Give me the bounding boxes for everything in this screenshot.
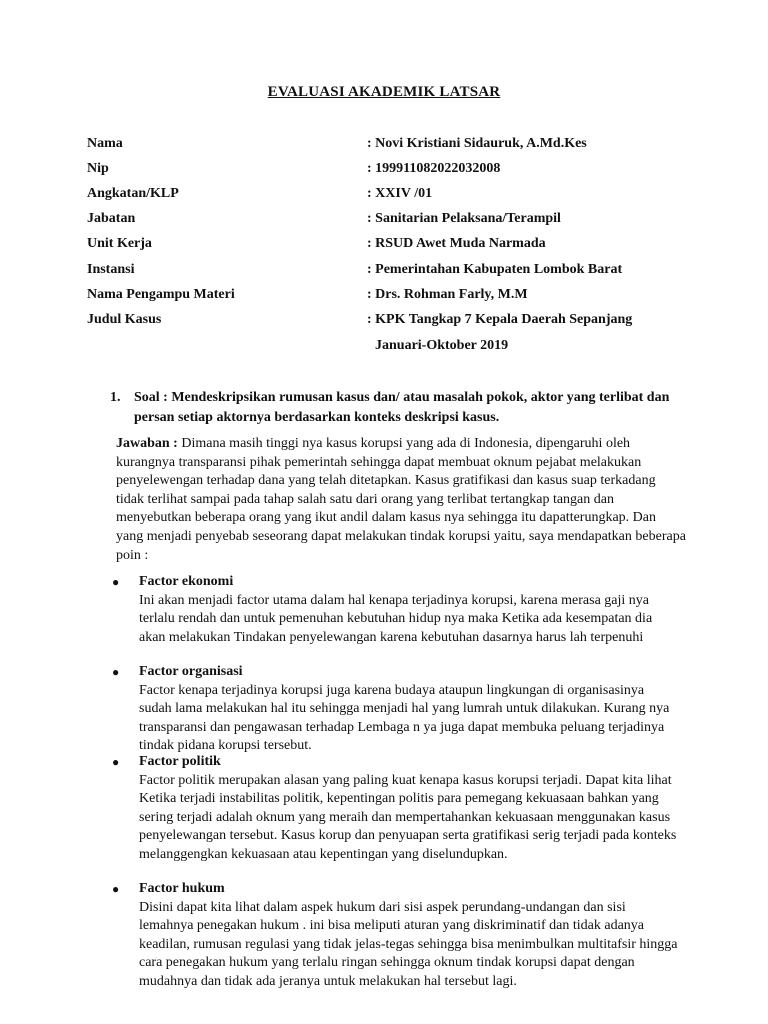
bullet-icon: ● <box>112 665 120 679</box>
bullet-icon: ● <box>112 882 120 896</box>
factor-text: Disini dapat kita lihat dalam aspek hukum dari sisi aspek perundang-undangan dan sisi lemahnya penegakan hukum . ini bisa meliputi aturan yang diskriminatif dan tidak adanya keadilan, rumusan regulasi yang tidak jelas-tegas sehingga bisa menimbulkan multitafsir hingga cara penegakan hukum yang terlalu ringan sehingga oknum tindak korupsi dapat dengan mudahnya dan tidak ada jeranya untuk melakukan hal tersebut lagi. <box>139 899 678 989</box>
info-label: Instansi <box>87 262 135 277</box>
info-label: Nip <box>87 161 109 176</box>
info-value: : KPK Tangkap 7 Kepala Daerah Sepanjang <box>367 312 633 327</box>
document-title: EVALUASI AKADEMIK LATSAR <box>267 84 501 100</box>
answer-text: Dimana masih tinggi nya kasus korupsi yang ada di Indonesia, dipengaruhi oleh kurangnya transparansi pihak pemerintah sehingga dapat membuat oknum pejabat melakukan penyelewengan terhadap dana yang telah ditetapkan. Kasus gratifikasi dan kasus suap terkadang tidak terlihat sampai pada tahap salah satu dari orang yang terlibat tertangkap tangan dan menyebutkan beberapa orang yang ikut andil dalam kasus nya sehingga itu dapatterungkap. Dan yang menjadi penyebab seseorang dapat melakukan tindak korupsi yaitu, saya mendapatkan beberapa poin : <box>116 436 686 563</box>
info-value: : Drs. Rohman Farly, M.M <box>367 287 528 302</box>
info-label: Judul Kasus <box>87 312 162 327</box>
info-judul-continuation <box>375 338 508 354</box>
info-label: Nama Pengampu Materi <box>87 287 235 302</box>
factor-title: Factor organisasi <box>139 664 243 679</box>
info-value: : Pemerintahan Kabupaten Lombok Barat <box>367 262 623 277</box>
info-label: Nama <box>87 136 123 151</box>
info-value: : RSUD Awet Muda Narmada <box>367 236 546 251</box>
question-text: Soal : Mendeskripsikan rumusan kasus dan/ atau masalah pokok, aktor yang terlibat dan persan setiap aktornya berdasarkan konteks deskripsi kasus. <box>134 390 670 425</box>
info-value: : 199911082022032008 <box>367 161 501 176</box>
factor-title: Factor hukum <box>139 881 225 896</box>
answer-label: Jawaban : <box>116 436 178 451</box>
factor-title: Factor politik <box>139 754 221 769</box>
factor-text: Ini akan menjadi factor utama dalam hal kenapa terjadinya korupsi, karena merasa gaji nya terlalu rendah dan untuk pemenuhan kebutuhan hidup nya maka Ketika ada kesempatan dia akan melakukan Tindakan penyelewangan karena kebutuhan dasarnya harus lah terpenuhi <box>139 592 653 645</box>
factor-title: Factor ekonomi <box>139 574 234 589</box>
factor-text: Factor kenapa terjadinya korupsi juga karena budaya ataupun lingkungan di organisasinya sudah lama melakukan hal itu sehingga menjadi hal yang lumrah untuk dilakukan. Kurang nya transparansi dan pengawasan terhadap Lembaga n ya juga dapat membuka peluang terjadinya tindak pidana korupsi tersebut. <box>139 682 670 754</box>
info-label: Jabatan <box>87 211 136 226</box>
info-label: Unit Kerja <box>87 236 152 251</box>
info-value: : XXIV /01 <box>367 186 433 201</box>
bullet-icon: ● <box>112 575 120 589</box>
info-label: Angkatan/KLP <box>87 186 179 201</box>
question-number: 1. <box>110 390 121 405</box>
info-value-continuation: Januari-Oktober 2019 <box>375 338 509 353</box>
info-value: : Sanitarian Pelaksana/Terampil <box>367 211 561 226</box>
info-value: : Novi Kristiani Sidauruk, A.Md.Kes <box>367 136 587 151</box>
bullet-icon: ● <box>112 755 120 769</box>
answer-paragraph <box>116 435 686 565</box>
factor-text: Factor politik merupakan alasan yang paling kuat kenapa kasus korupsi terjadi. Dapat kita lihat Ketika terjadi instabilitas politik, kepentingan politis para pemegang kekuasaan bahkan yang sering terjadi adalah oknum yang meraih dan mempertahankan kekuasaan menggunakan kasus penyelewangan tersebut. Kasus korup dan penyuapan serta gratifikasi serig terjadi pada konteks melanggengkan kekuasaan atau kepentingan yang diselundupkan. <box>139 772 677 862</box>
